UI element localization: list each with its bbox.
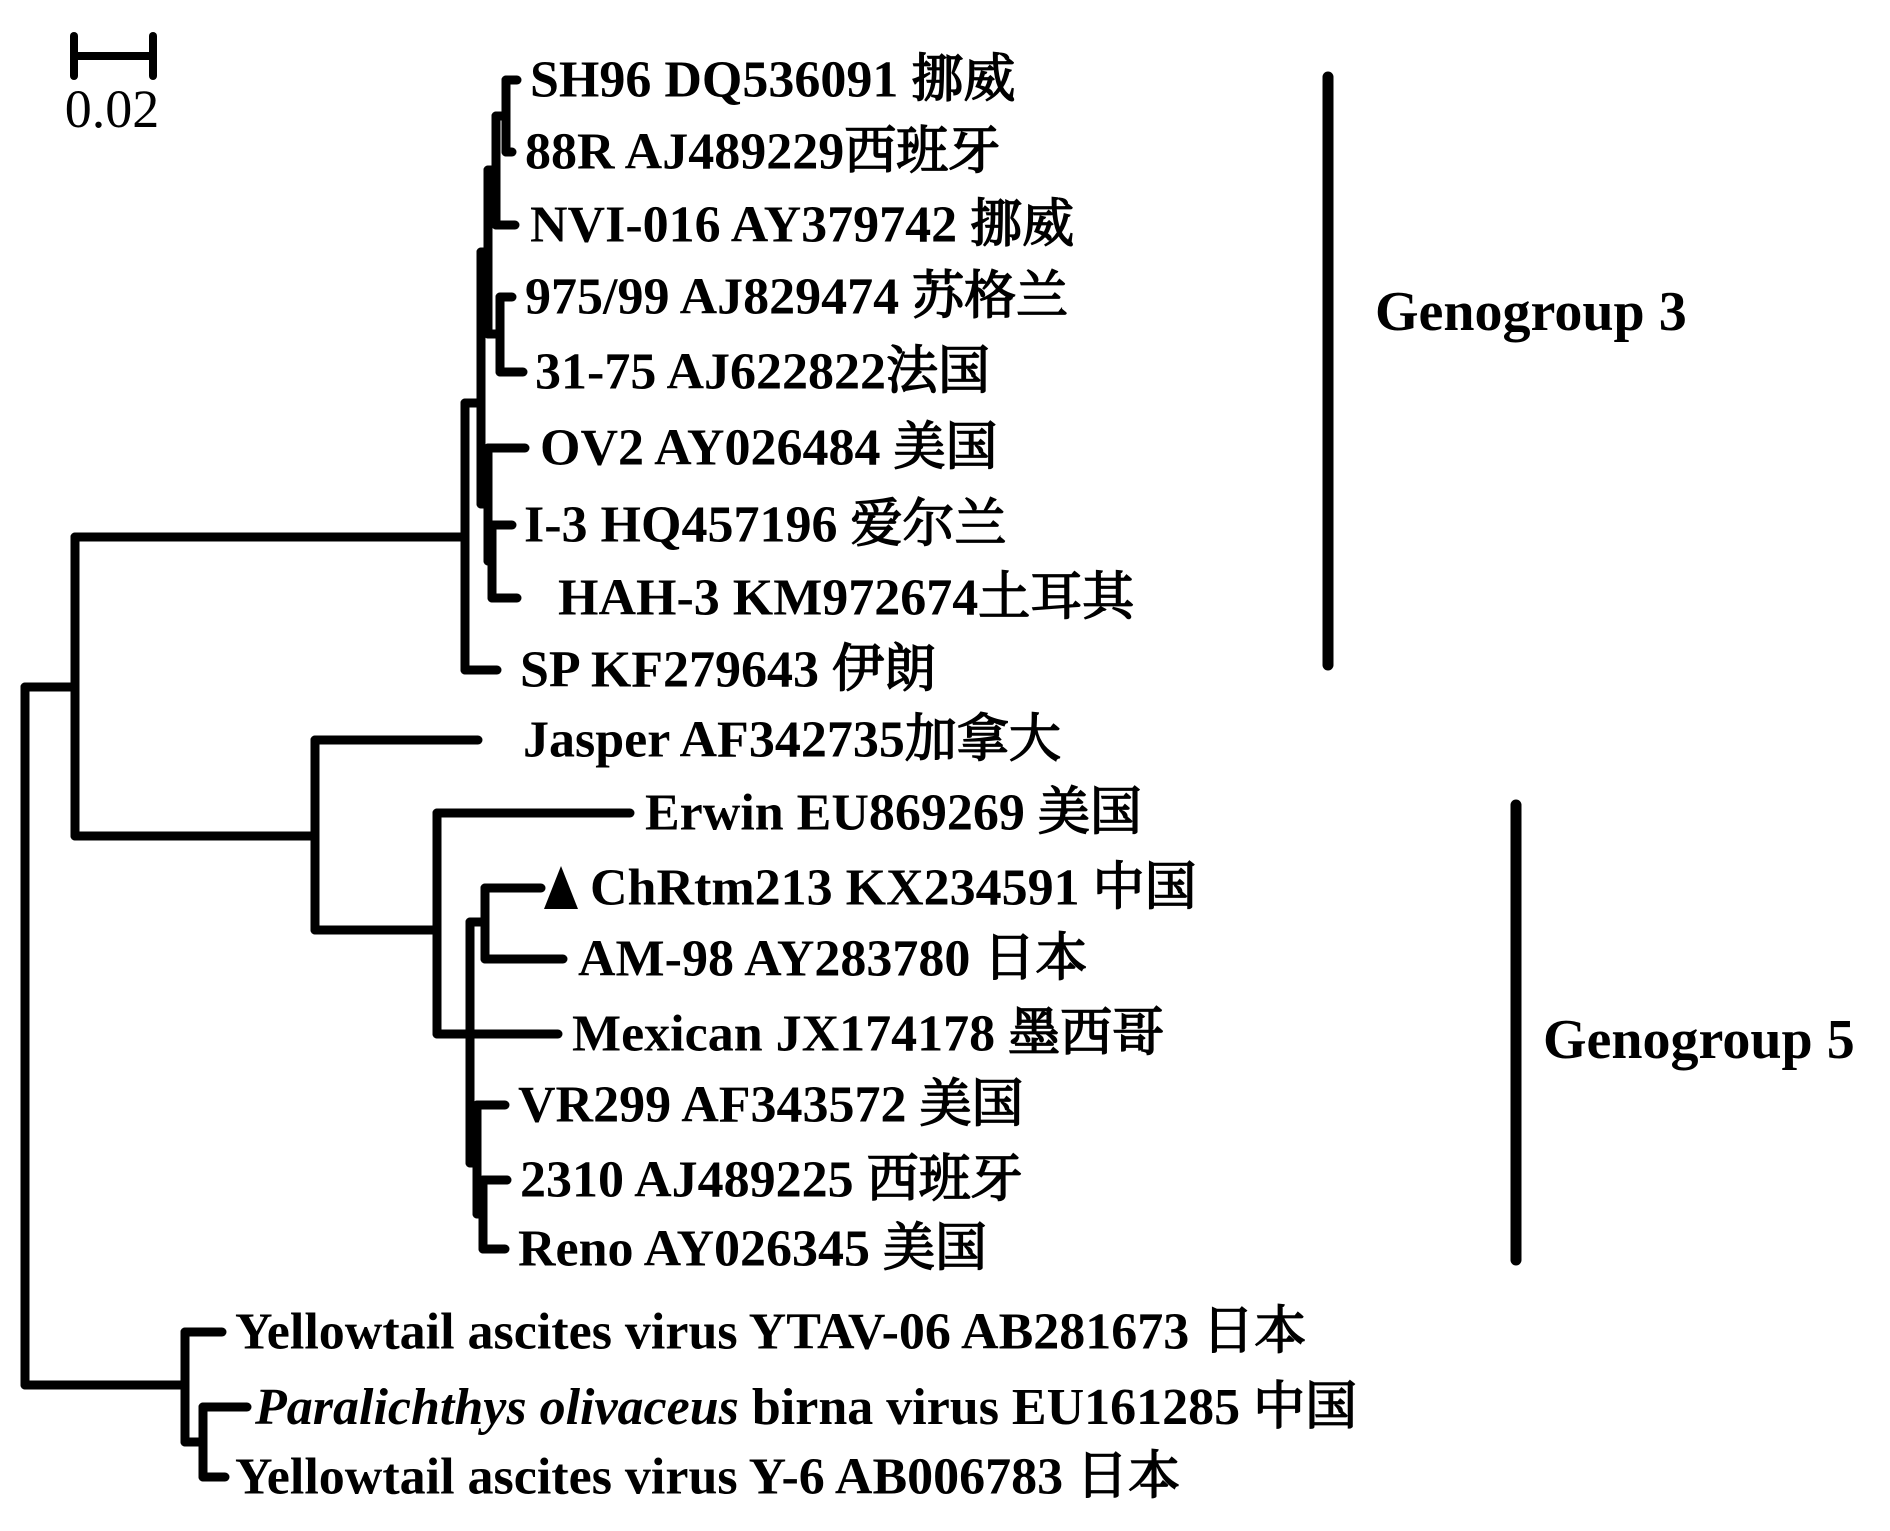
taxon-label-VR299: VR299 AF343572 美国 [518,1076,1024,1134]
chrtm213-marker-icon [544,866,578,909]
taxon-label-31-75: 31-75 AJ622822法国 [535,343,991,401]
taxon-label-975-99: 975/99 AJ829474 苏格兰 [525,268,1069,326]
taxon-label-Erwin: Erwin EU869269 美国 [645,784,1142,842]
taxon-labels [235,51,1357,1506]
taxon-label-ChRtm213: ChRtm213 KX234591 中国 [590,859,1197,917]
taxon-label-PoBV: Paralichthys olivaceus birna virus EU161285 中国 [255,1378,1358,1436]
taxon-label-NVI-016: NVI-016 AY379742 挪威 [530,196,1075,254]
genogroup-brackets [1328,77,1855,1260]
genogroup3-label: Genogroup 3 [1375,281,1687,343]
taxon-label-Y-6: Yellowtail ascites virus Y-6 AB006783 日本 [235,1448,1181,1506]
taxon-label-Jasper: Jasper AF342735加拿大 [523,711,1061,769]
taxon-label-AM-98: AM-98 AY283780 日本 [578,930,1088,988]
taxon-label-HAH-3: HAH-3 KM972674土耳其 [558,569,1135,627]
taxon-label-OV2: OV2 AY026484 美国 [540,419,998,477]
taxon-label-I-3: I-3 HQ457196 爱尔兰 [524,496,1007,554]
taxon-label-YTAV-06: Yellowtail ascites virus YTAV-06 AB281673 日本 [235,1303,1307,1361]
taxon-label-2310: 2310 AJ489225 西班牙 [520,1151,1023,1209]
taxon-label-SP: SP KF279643 伊朗 [520,641,937,699]
genogroup5-label: Genogroup 5 [1543,1009,1855,1071]
scale-bar-label: 0.02 [64,79,160,139]
taxon-label-88R: 88R AJ489229西班牙 [525,123,1001,181]
taxon-label-SH96: SH96 DQ536091 挪威 [530,51,1016,109]
taxon-label-Reno: Reno AY026345 美国 [518,1220,988,1278]
taxon-label-Mexican: Mexican JX174178 墨西哥 [572,1005,1165,1063]
scale-bar [65,36,160,139]
